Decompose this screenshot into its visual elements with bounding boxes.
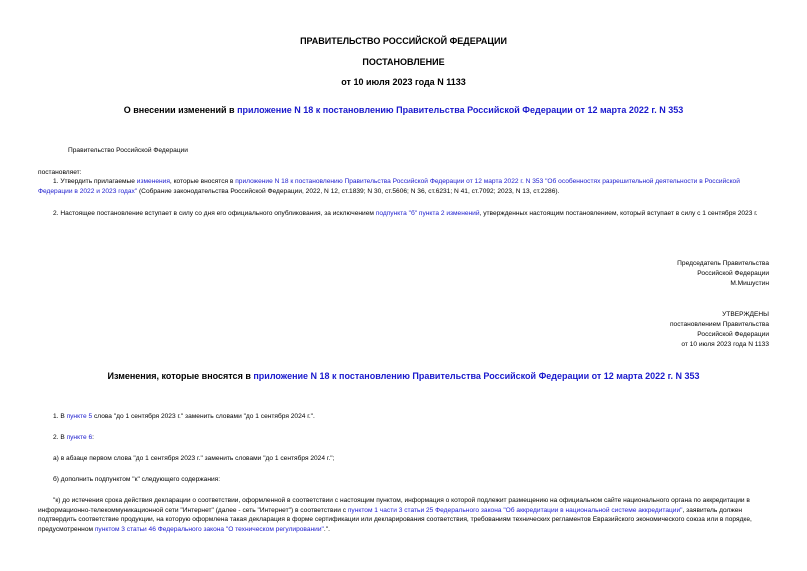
item-2-paragraph [38, 209, 770, 219]
change-2-k-text-c: .". [323, 525, 330, 533]
item-1-paragraph [38, 177, 770, 196]
changes-title-link[interactable]: приложение N 18 к постановлению Правительства Российской Федерации от 12 марта 2022 г. N 353 [253, 371, 700, 381]
item-1-text-b: , которые вносятся в [169, 178, 236, 185]
government-header: ПРАВИТЕЛЬСТВО РОССИЙСКОЙ ФЕДЕРАЦИИ [300, 36, 507, 46]
item-1-link-appendix[interactable]: приложение N 18 к постановлению Правительства Российской Федерации от 12 марта 2022 г. N 353 "Об особенностях разрешительной деятельности в Российской Федерации в 2022 и 2023 годах" [38, 178, 740, 195]
document-type: ПОСТАНОВЛЕНИЕ [362, 57, 445, 67]
signature-block [677, 259, 769, 289]
change-2 [53, 433, 94, 443]
signature-org: Российской Федерации [697, 270, 769, 277]
resolves-text: постановляет: [38, 169, 82, 176]
change-2-link[interactable]: пункте 6 [66, 434, 93, 441]
title-prefix: О внесении изменений в [123, 105, 238, 115]
document-date: от 10 июля 2023 года N 1133 [341, 77, 466, 87]
item-1-link-changes[interactable]: изменения [136, 178, 170, 185]
change-2-k-text-a: "к) до истечения срока действия декларации о соответствии, оформленной в соответствии с настоящим пунктом, информация о которой подлежит размещению на официальном сайте национального органа по аккредитации в информационно-телекоммуникационной сети "Интернет" (далее - сеть "Интернет") в соответствии с [38, 497, 750, 514]
change-2-k-paragraph [38, 496, 770, 534]
government-name: Правительство Российской Федерации [68, 147, 188, 154]
change-2-b: б) дополнить подпунктом "к" следующего содержания: [53, 476, 221, 483]
item-1-text-c: (Собрание законодательства Российской Федерации, 2022, N 12, ст.1839; N 30, ст.5606; N 36, ст.6231; N 41, ст.7092; 2023, N 13, ст.2286). [137, 187, 560, 195]
item-2-text-a: 2. Настоящее постановление вступает в силу со дня его официального опубликования, за исключением [53, 210, 376, 217]
change-2-k-link-2[interactable]: пунктом 3 статьи 46 Федерального закона "О техническом регулировании" [94, 525, 324, 533]
changes-title-prefix: Изменения, которые вносятся в [107, 371, 254, 381]
approval-line-3: Российской Федерации [697, 331, 769, 338]
signature-name: М.Мишустин [730, 280, 769, 287]
signature-position: Председатель Правительства [677, 260, 769, 267]
change-2-k-link-1[interactable]: пунктом 1 части 3 статьи 25 Федерального закона "Об аккредитации в национальной системе аккредитации" [347, 506, 683, 514]
change-1-text-b: слова "до 1 сентября 2023 г." заменить словами "до 1 сентября 2024 г.". [92, 413, 315, 420]
change-2-text-b: : [92, 434, 94, 441]
item-2-link[interactable]: подпункта "б" пункта 2 изменений [375, 210, 480, 217]
change-2-text-a: 2. В [53, 434, 67, 441]
item-2-text-b: , утвержденных настоящим постановлением, который вступает в силу с 1 сентября 2023 г. [479, 210, 758, 217]
document-title [0, 105, 807, 115]
change-2-k-text-b: , заявитель должен подтвердить соответствие продукции, на которую оформлена такая декларация в форме сертификации или декларирования соответствия, требованиям технических регламентов Евразийского экономического союза или в порядке, предусмотренном [38, 506, 752, 533]
approval-line-2: постановлением Правительства [669, 321, 769, 328]
change-2-a: а) в абзаце первом слова "до 1 сентября 2023 г." заменить словами "до 1 сентября 2024 г."; [53, 455, 335, 462]
approval-heading: УТВЕРЖДЕНЫ [722, 311, 769, 318]
change-1 [53, 412, 315, 422]
item-1-text-a: 1. Утвердить прилагаемые [53, 178, 137, 185]
title-link[interactable]: приложение N 18 к постановлению Правительства Российской Федерации от 12 марта 2022 г. N 353 [237, 105, 684, 115]
approval-block [670, 310, 769, 350]
change-1-link[interactable]: пункте 5 [66, 413, 93, 420]
changes-title [0, 371, 807, 381]
approval-line-4: от 10 июля 2023 года N 1133 [681, 341, 769, 348]
change-1-text-a: 1. В [53, 413, 67, 420]
